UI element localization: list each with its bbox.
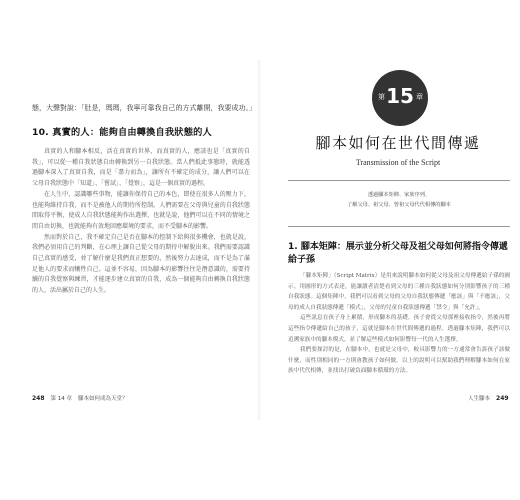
chapter-number: 15 bbox=[386, 84, 414, 108]
page-number: 248 bbox=[32, 395, 45, 402]
paragraph: 我們要探討的是，在腳本中，也就是父母中，較具影響力的一方通常會告訴孩子該做什麼，而性別相同的一方則會教孩子如何做。以上的說明可以幫助我們理解腳本如何在家族中代代相傳，並找出打破負面腳本循環的方法。 bbox=[288, 347, 510, 375]
paragraph: 「腳本矩陣」（Script Matrix）是用來說明腳本如何從父母及祖父母傳遞給子孫的圖示。用圖形的方式表達，能讓讀者清楚看到父母的三種自我狀態如何分別影響孩子的三種自我狀態。這個矩陣中，我們可以看到父母的父母自我狀態傳遞「應該」與「不應該」，父母的成人自我狀態傳遞「模式」，父母的兒童自我狀態傳遞「禁令」與「允許」。 bbox=[288, 273, 510, 311]
chapter-suffix: 章 bbox=[416, 93, 423, 101]
quote-line: 態，大聲對說：「肚是，瑪瑪，我寧可靠我自己的方式離開，我要成功。」 bbox=[32, 104, 256, 112]
paragraph: 真實的人和腳本相反，活在真實的世界，而真實的人，應該也是「真實的自我」，可以從一種自我狀態自由轉換到另一自我狀態。當人們抵此事態時，就能透過腳本深入了真實自我，而是「盡力而為」，讓所有不確定的成分，讓人們可以在父母自我狀態中「知道」、「嘗試」、「覺察」，這是一個真實的過程。 bbox=[32, 148, 250, 188]
running-title: 腳本如何成為天堂？ bbox=[78, 396, 128, 402]
paragraph: 這些訊息在孩子身上累積，形成腳本的基礎。孩子會從父母那裡接收指令，然後再將這些指令傳遞給自己的孩子，這就是腳本在世代間傳遞的過程。透過腳本矩陣，我們可以追溯家族中的腳本模式，並了解這些模式如何影響每一代的人生選擇。 bbox=[288, 315, 510, 343]
divider-bottom bbox=[288, 226, 510, 227]
right-footer bbox=[468, 394, 509, 402]
chapter-prefix: 第 bbox=[378, 93, 385, 101]
divider-top bbox=[288, 180, 510, 181]
paragraph: 然而對於自己，我不確定自己是否在腳本的控制下給與很多機會，也就是說，我們必須用自己的判斷，在心理上讓自己從父母的期待中解脫出來。我們需要認識自己真實的感受，並了解什麼是我們真正想要的，然後努力去達成，而不是為了滿足他人的要求而犧牲自己。這並不容易，因為腳本的影響往往是潛意識的，需要持續的自我覺察與練習，才能逐步建立真實的自我，成為一個能夠自由轉換自我狀態的人，活出屬於自己的人生。 bbox=[32, 233, 250, 295]
page-number: 249 bbox=[496, 395, 509, 402]
summary-line: 透過腳本矩陣、家族序列、 bbox=[367, 192, 431, 198]
paragraph: 在人生中，認識哪些事物，能讓你保持自己的本色，即使在很多人的壓力下，也能夠維持自我，而不是被他人的期待所控制。人們需要在父母與兒童的自我狀態間取得平衡，使成人自我狀態能夠作出選擇，也就是說，他們可以在不同的情境之間自由切換，也就能夠有效地回應環境的要求，而不受腳本的影響。 bbox=[32, 190, 250, 230]
left-footer bbox=[32, 394, 128, 402]
left-page bbox=[14, 0, 254, 500]
left-body-text bbox=[32, 147, 250, 297]
chapter-badge bbox=[372, 70, 428, 126]
chapter-subtitle: Transmission of the Script bbox=[355, 158, 441, 167]
gutter-shadow bbox=[258, 60, 262, 420]
chapter-summary bbox=[288, 190, 510, 210]
section-title: 10. 真實的人：能夠自由轉換自我狀態的人 bbox=[32, 127, 212, 138]
chapter-title: 腳本如何在世代間傳遞 bbox=[315, 134, 481, 152]
running-title: 人生腳本 bbox=[468, 396, 491, 402]
right-body-text bbox=[288, 271, 510, 377]
section-title: 1. 腳本矩陣：展示並分析父母及祖父母如何將指令傳遞給子孫 bbox=[288, 242, 508, 265]
footer-chapter: 第 14 章 bbox=[50, 396, 73, 402]
summary-line: 了解父母、祖父母、曾祖父母代代相傳的腳本 bbox=[347, 202, 451, 208]
